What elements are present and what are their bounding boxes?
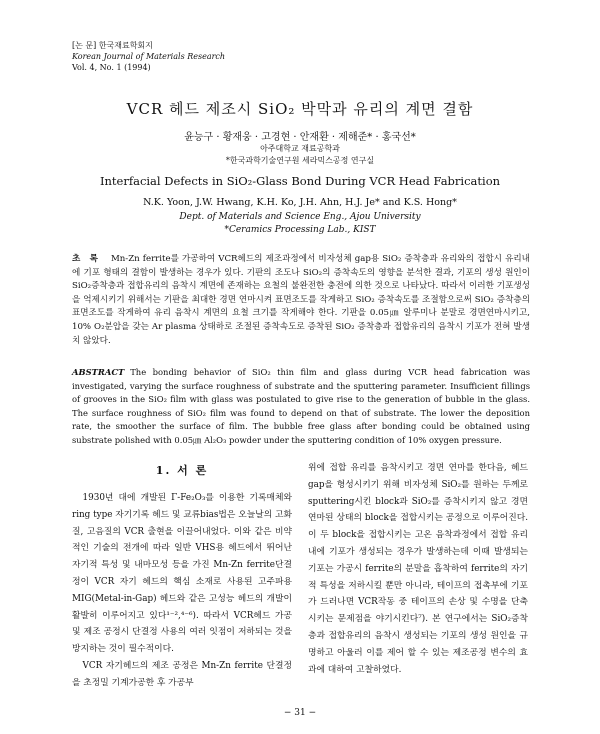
paper-title-english: Interfacial Defects in SiO₂-Glass Bond During VCR Head Fabrication bbox=[99, 174, 501, 188]
body-column-left bbox=[72, 490, 292, 692]
affiliation-ko-2: *한국과학기술연구원 세라믹스공정 연구실 bbox=[225, 156, 375, 165]
affiliations-english bbox=[0, 211, 600, 237]
abstract-korean-text: Mn-Zn ferrite를 가공하여 VCR헤드의 제조과정에서 비자성체 gap용 SiO₂ 증착층과 유리와의 접합시 유리내에 기포 형태의 결함이 발생하는 경우가 있다. 기판의 조도나 SiO₂의 증착속도의 영향을 분석한 결과, 기포의 생성 원인이 SiO₂증착층과 접합유리의 음착시 계면에 존재하는 요철의 불완전한 충전에 의한 것으로 나타났다. 따라서 이러한 기포생성을 억제시키기 위해서는 기판을 최대한 경면 연마시켜 표면조도를 작게하고 SiO₂ 증착속도를 조절함으로써 SiO₂ 증착층의 표면조도를 작게하여 유리 음착시 계면의 요철 크기를 작게해야 한다. 기판을 0.05㎛ 알루미나 분말로 경면연마시키고, 10% O₂분압을 갖는 Ar plasma 상태하로 조절된 증착속도로 증착된 SiO₂ 증착층과 접합유리의 음착시 기포가 전혀 발생치 않았다. bbox=[72, 254, 530, 346]
abstract-english-label: ABSTRACT bbox=[72, 367, 125, 377]
journal-volume: Vol. 4, No. 1 (1994) bbox=[72, 63, 151, 72]
section-heading-introduction: 1. 서 론 bbox=[155, 464, 209, 477]
affiliations-korean bbox=[0, 143, 600, 167]
page-number: − 31 − bbox=[283, 708, 317, 718]
abstract-korean-label: 초 록 bbox=[72, 254, 101, 264]
journal-name: Korean Journal of Materials Research bbox=[72, 52, 226, 61]
abstract-korean bbox=[72, 253, 530, 348]
abstract-english-text: The bonding behavior of SiO₂ thin film and glass during VCR head fabrication was investigated, varying the surface roughness of substrate and the sputtering parameter. Insufficient fillings of grooves in the SiO₂ film with glass was postulated to give rise to the generation of bubble in the glass. The surface roughness of SiO₂ film was found to depend on that of substrate. The lower the deposition rate, the smoother the surface of film. The bubble free glass after bonding could be obtained using substrate polished with 0.05㎛ Al₂O₃ powder under the sputtering condition of 10% oxygen pressure. bbox=[72, 367, 530, 445]
journal-header bbox=[72, 40, 225, 73]
abstract-english bbox=[72, 366, 530, 448]
affiliation-ko-1: 아주대학교 재료공학과 bbox=[260, 144, 340, 153]
authors-korean: 윤능구 · 황재웅 · 고경현 · 안재환 · 제해준* · 홍국선* bbox=[184, 132, 416, 143]
body-paragraph: 1930년 대에 개발된 Γ-Fe₂O₃를 이용한 기록매체와 ring type 자기기록 헤드 및 교류bias법은 오늘날의 고화질, 고음질의 VCR 출현을 이끌어내었다. 이와 같은 비약적인 기술의 전개에 따라 일반 VHS용 헤드에서 뛰어난 자기적 특성 및 내마모성 등을 가진 Mn-Zn ferrite단결정이 VCR 자기 헤드의 핵심 소재로 사용된 고주파용 MIG(Metal-in-Gap) 헤드와 같은 고성능 헤드의 개발이 활발히 이루어지고 있다¹⁻²,⁴⁻⁶). 따라서 VCR헤드 가공 및 제조 공정시 단결정 사용의 여러 잇점이 저하되는 것을 방지하는 것이 필수적이다. bbox=[72, 493, 292, 655]
paper-title-korean: VCR 헤드 제조시 SiO₂ 박막과 유리의 계면 결함 bbox=[126, 100, 474, 118]
journal-category: [논 문] 한국재료학회지 bbox=[72, 41, 153, 50]
affiliation-en-2: *Ceramics Processing Lab., KIST bbox=[224, 225, 376, 235]
body-paragraph: VCR 자기헤드의 제조 공정은 Mn-Zn ferrite 단결정을 초정밀 기계가공한 후 가공부 bbox=[72, 660, 292, 688]
body-paragraph: 위에 접합 유리를 음착시키고 경면 연마를 한다음, 헤드 gap을 형성시키기 위해 비자성체 SiO₂를 원하는 두께로 sputtering시킨 block과 SiO₂를 증착시키지 않고 경면 연마된 상태의 block을 접합시키는 공정으로 이루어진다. 이 두 block을 접합시키는 고온 음착과정에서 접합 유리 내에 기포가 생성되는 경우가 발생하는데 이때 발생되는 기포는 가공시 ferrite의 분말을 흡착하여 ferrite의 자기적 특성을 저하시킬 뿐만 아니라, 테이프의 접촉부에 기포가 드러나면 VCR작동 중 테이프의 손상 및 수명을 단축시키는 문제점을 야기시킨다⁷). 본 연구에서는 SiO₂증착층과 접합유리의 음착시 생성되는 기포의 생성 원인을 규명하고 아울러 이를 제어 할 수 있는 제조공정 변수의 효과에 대하여 고찰하였다. bbox=[308, 463, 528, 675]
body-column-right bbox=[308, 460, 528, 678]
affiliation-en-1: Dept. of Materials and Science Eng., Ajou University bbox=[179, 212, 421, 222]
authors-english: N.K. Yoon, J.W. Hwang, K.H. Ko, J.H. Ahn, H.J. Je* and K.S. Hong* bbox=[143, 197, 457, 208]
